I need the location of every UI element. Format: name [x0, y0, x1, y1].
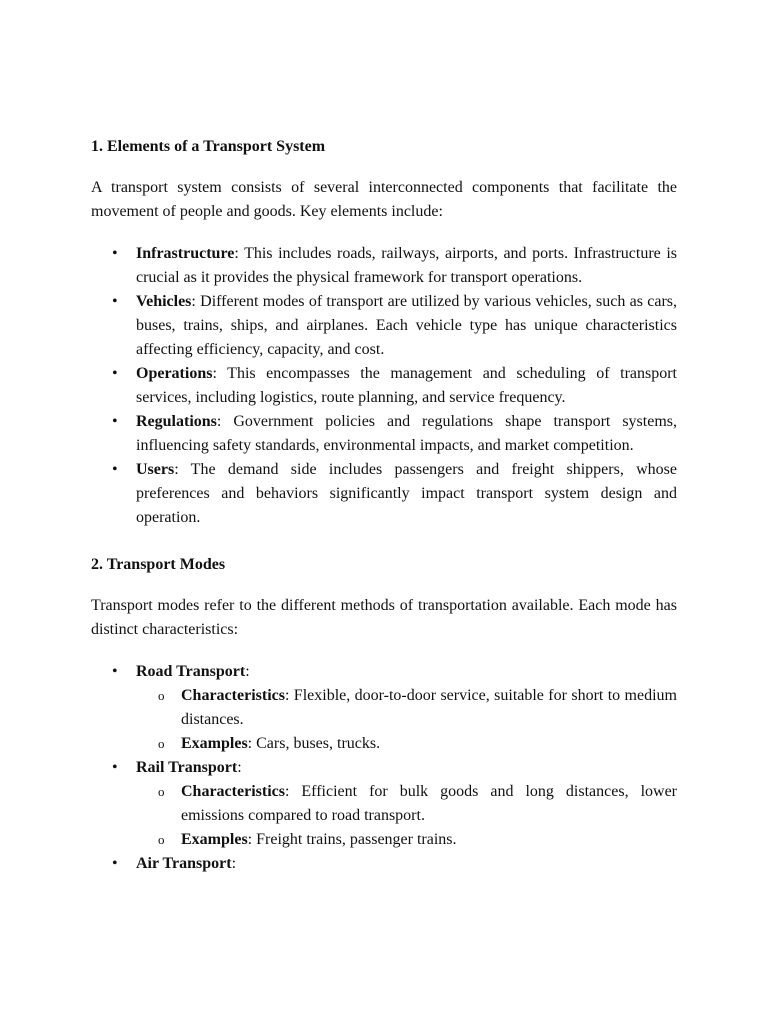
section2-intro: Transport modes refer to the different methods of transportation available. Each mode has distinct characteristics: [91, 597, 677, 638]
bullet-icon: • [112, 245, 118, 262]
bullet-icon: • [112, 293, 118, 310]
document-page [91, 124, 677, 876]
bullet-icon: • [112, 365, 118, 382]
item-term: Users [136, 461, 175, 478]
sub-item [136, 732, 677, 756]
mode-suffix: : [231, 855, 237, 872]
bullet-icon: • [112, 759, 118, 776]
sub-item [136, 684, 677, 732]
sub-text: : Freight trains, passenger trains. [247, 831, 457, 848]
sub-text: : Flexible, door-to-door service, suitable for short to medium distances. [181, 687, 677, 728]
circle-bullet-icon: o [158, 832, 165, 847]
sub-term: Characteristics [181, 687, 285, 704]
circle-bullet-icon: o [158, 736, 165, 751]
mode-suffix: : [237, 759, 242, 776]
sub-text: : Efficient for bulk goods and long distances, lower emissions compared to road transport. [181, 783, 677, 824]
item-term: Operations [136, 365, 213, 382]
elements-list [91, 242, 677, 530]
bullet-icon: • [112, 663, 118, 680]
sub-term: Examples [181, 831, 248, 848]
list-item [91, 290, 677, 362]
mode-item [91, 756, 677, 852]
item-text: : This encompasses the management and scheduling of transport services, including logistics, route planning, and service frequency. [136, 365, 677, 406]
mode-item [91, 852, 677, 876]
modes-list [91, 660, 677, 876]
item-text: : This includes roads, railways, airports, and ports. Infrastructure is crucial as it provides the physical framework for transport operations. [136, 245, 677, 286]
section1-heading: 1. Elements of a Transport System [91, 138, 326, 155]
section2-heading: 2. Transport Modes [91, 556, 226, 573]
item-term: Regulations [136, 413, 217, 430]
mode-suffix: : [245, 663, 250, 680]
bullet-icon: • [112, 855, 118, 872]
bullet-icon: • [112, 461, 118, 478]
mode-name: Rail Transport [136, 759, 238, 776]
sub-text: : Cars, buses, trucks. [247, 735, 381, 752]
item-text: : The demand side includes passengers and freight shippers, whose preferences and behaviors significantly impact transport system design and operation. [136, 461, 677, 526]
item-term: Vehicles [136, 293, 192, 310]
bullet-icon: • [112, 413, 118, 430]
item-term: Infrastructure [136, 245, 235, 262]
mode-item [91, 660, 677, 756]
list-item [91, 458, 677, 530]
mode-sublist [136, 684, 677, 756]
list-item [91, 242, 677, 290]
list-item [91, 410, 677, 458]
sub-item [136, 780, 677, 828]
mode-sublist [136, 780, 677, 852]
item-text: : Different modes of transport are utilized by various vehicles, such as cars, buses, trains, ships, and airplanes. Each vehicle type has unique characteristics affecting efficiency, capacity, and cost. [136, 293, 677, 358]
circle-bullet-icon: o [158, 784, 165, 799]
section1-intro: A transport system consists of several interconnected components that facilitate the movement of people and goods. Key elements include: [91, 179, 677, 220]
item-text: : Government policies and regulations shape transport systems, influencing safety standards, environmental impacts, and market competition. [136, 413, 677, 454]
sub-item [136, 828, 677, 852]
sub-term: Characteristics [181, 783, 285, 800]
sub-term: Examples [181, 735, 248, 752]
circle-bullet-icon: o [158, 688, 165, 703]
list-item [91, 362, 677, 410]
mode-name: Air Transport [136, 855, 232, 872]
mode-name: Road Transport [136, 663, 246, 680]
